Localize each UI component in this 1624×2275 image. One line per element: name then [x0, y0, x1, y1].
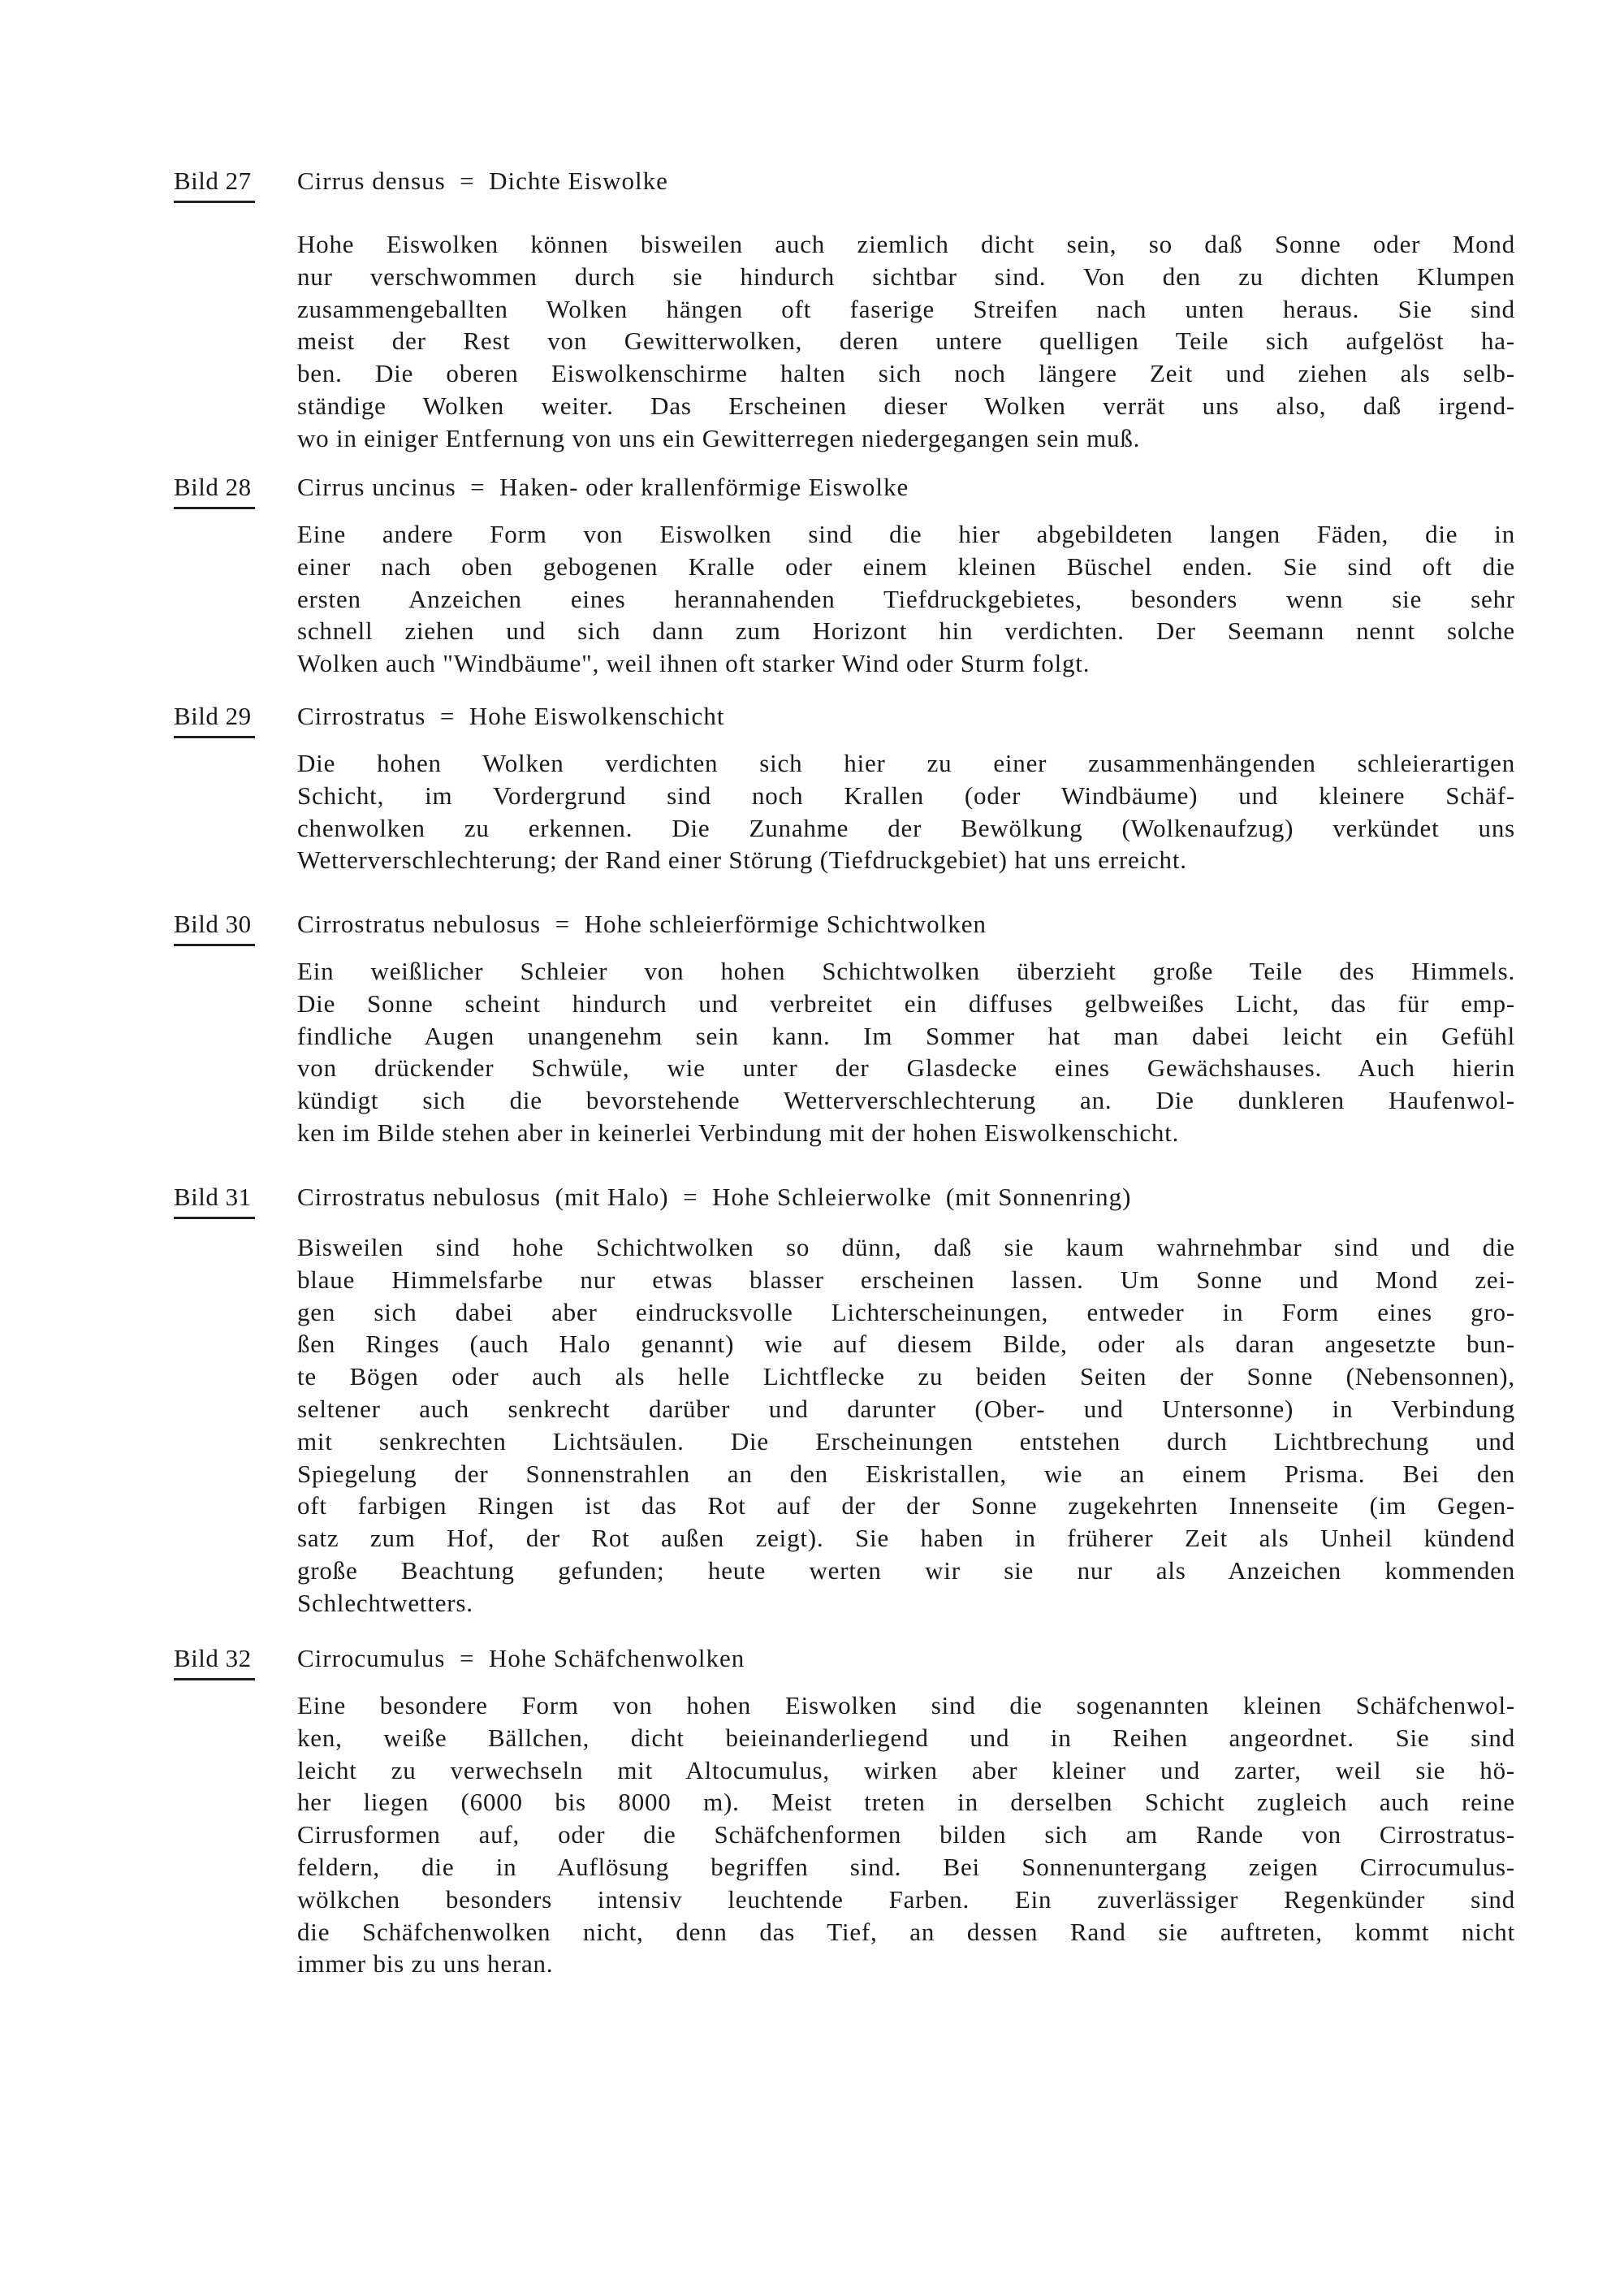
text-line: immer bis zu uns heran.: [297, 1949, 554, 1979]
text-line: Schicht, im Vordergrund sind noch Krallen (oder Windbäume) und kleinere Schäf-: [297, 781, 1515, 810]
text-line: Spiegelung der Sonnenstrahlen an den Eiskristallen, wie an einem Prisma. Bei den: [297, 1459, 1515, 1488]
figure-label: Bild 27: [174, 167, 252, 195]
text-line: von drückender Schwüle, wie unter der Glasdecke eines Gewächshauses. Auch hierin: [297, 1053, 1515, 1083]
text-line: mit senkrechten Lichtsäulen. Die Erscheinungen entstehen durch Lichtbrechung und: [297, 1426, 1515, 1455]
figure-label: Bild 28: [174, 473, 252, 501]
text-line: zusammengeballten Wolken hängen oft faserige Streifen nach unten heraus. Sie sind: [297, 294, 1515, 323]
text-line: Die Sonne scheint hindurch und verbreitet ein diffuses gelbweißes Licht, das für emp-: [297, 988, 1515, 1018]
text-line: Bisweilen sind hohe Schichtwolken so dünn, daß sie kaum wahrnehmbar sind und die: [297, 1233, 1515, 1261]
figure-title: Cirrocumulus = Hohe Schäfchenwolken: [297, 1644, 745, 1672]
text-line: oft farbigen Ringen ist das Rot auf der der Sonne zugekehrten Innenseite (im Gegen-: [297, 1491, 1515, 1520]
figure-description: [297, 1689, 1515, 1980]
figure-description: [297, 955, 1515, 1149]
text-line: Hohe Eiswolken können bisweilen auch ziemlich dicht sein, so daß Sonne oder Mond: [297, 230, 1515, 258]
text-line: Schlechtwetters.: [297, 1588, 473, 1617]
text-line: ßen Ringes (auch Halo genannt) wie auf diesem Bilde, oder als daran angesetzte bun-: [297, 1330, 1515, 1359]
text-line: te Bögen oder auch als helle Lichtflecke zu beiden Seiten der Sonne (Nebensonnen),: [297, 1362, 1515, 1391]
text-line: nur verschwommen durch sie hindurch sichtbar sind. Von den zu dichten Klumpen: [297, 262, 1515, 291]
text-line: seltener auch senkrecht darüber und darunter (Ober- und Untersonne) in Verbindung: [297, 1394, 1515, 1423]
figure-title: Cirrostratus = Hohe Eiswolkenschicht: [297, 702, 725, 730]
text-line: schnell ziehen und sich dann zum Horizont hin verdichten. Der Seemann nennt solche: [297, 616, 1515, 646]
text-line: satz zum Hof, der Rot außen zeigt). Sie haben in früherer Zeit als Unheil kündend: [297, 1524, 1515, 1553]
text-line: Eine andere Form von Eiswolken sind die hier abgebildeten langen Fäden, die in: [297, 520, 1515, 548]
text-line: Ein weißlicher Schleier von hohen Schichtwolken überzieht große Teile des Himmels.: [297, 957, 1515, 985]
text-line: ständige Wolken weiter. Das Erscheinen dieser Wolken verrät uns also, daß irgend-: [297, 391, 1515, 420]
text-line: Wetterverschlechterung; der Rand einer Störung (Tiefdruckgebiet) hat uns erreicht.: [297, 846, 1187, 875]
figure-description: [297, 747, 1515, 876]
text-line: kündigt sich die bevorstehende Wetterverschlechterung an. Die dunkleren Haufenwol-: [297, 1086, 1515, 1115]
text-line: chenwolken zu erkennen. Die Zunahme der Bewölkung (Wolkenaufzug) verkündet uns: [297, 813, 1515, 842]
figure-title: Cirrostratus nebulosus = Hohe schleierförmige Schichtwolken: [297, 910, 987, 938]
text-line: ersten Anzeichen eines herannahenden Tiefdruckgebietes, besonders wenn sie sehr: [297, 584, 1515, 613]
figure-label: Bild 31: [174, 1183, 252, 1211]
text-line: findliche Augen unangenehm sein kann. Im Sommer hat man dabei leicht ein Gefühl: [297, 1021, 1515, 1050]
text-line: die Schäfchenwolken nicht, denn das Tief, an dessen Rand sie auftreten, kommt nicht: [297, 1917, 1515, 1946]
text-line: Eine besondere Form von hohen Eiswolken sind die sogenannten kleinen Schäfchenwol-: [297, 1691, 1515, 1719]
text-line: leicht zu verwechseln mit Altocumulus, wirken aber kleiner und zarter, weil sie hö-: [297, 1755, 1515, 1784]
figure-label: Bild 29: [174, 702, 252, 730]
text-line: her liegen (6000 bis 8000 m). Meist treten in derselben Schicht zugleich auch reine: [297, 1788, 1515, 1817]
figure-label: Bild 30: [174, 910, 252, 938]
figure-description: [297, 1231, 1515, 1620]
text-line: Cirrusformen auf, oder die Schäfchenformen bilden sich am Rande von Cirrostratus-: [297, 1820, 1515, 1849]
text-line: wo in einiger Entfernung von uns ein Gewitterregen niedergegangen sein muß.: [297, 423, 1141, 452]
figure-title: Cirrostratus nebulosus (mit Halo) = Hohe Schleierwolke (mit Sonnenring): [297, 1183, 1132, 1211]
text-line: große Beachtung gefunden; heute werten wir sie nur als Anzeichen kommenden: [297, 1555, 1515, 1585]
text-line: Wolken auch "Windbäume", weil ihnen oft starker Wind oder Sturm folgt.: [297, 649, 1091, 678]
text-line: gen sich dabei aber eindrucksvolle Lichterscheinungen, entweder in Form eines gro-: [297, 1297, 1515, 1326]
figure-title: Cirrus uncinus = Haken- oder krallenförmige Eiswolke: [297, 473, 909, 501]
figure-title: Cirrus densus = Dichte Eiswolke: [297, 167, 668, 195]
text-line: meist der Rest von Gewitterwolken, deren untere quelligen Teile sich aufgelöst ha-: [297, 327, 1515, 356]
text-line: Die hohen Wolken verdichten sich hier zu einer zusammenhängenden schleierartigen: [297, 749, 1515, 777]
text-line: feldern, die in Auflösung begriffen sind. Bei Sonnenuntergang zeigen Cirrocumulus-: [297, 1852, 1515, 1881]
text-line: ken, weiße Bällchen, dicht beieinanderliegend und in Reihen angeordnet. Sie sind: [297, 1723, 1515, 1752]
figure-label: Bild 32: [174, 1644, 252, 1672]
figure-description: [297, 518, 1515, 680]
text-line: ben. Die oberen Eiswolkenschirme halten sich noch längere Zeit und ziehen als selb-: [297, 359, 1515, 388]
text-line: blaue Himmelsfarbe nur etwas blasser erscheinen lassen. Um Sonne und Mond zei-: [297, 1265, 1515, 1294]
text-line: ken im Bilde stehen aber in keinerlei Verbindung mit der hohen Eiswolkenschicht.: [297, 1118, 1180, 1147]
text-line: wölkchen besonders intensiv leuchtende Farben. Ein zuverlässiger Regenkünder sind: [297, 1884, 1515, 1914]
figure-description: [297, 228, 1515, 455]
text-line: einer nach oben gebogenen Kralle oder einem kleinen Büschel enden. Sie sind oft die: [297, 551, 1515, 581]
